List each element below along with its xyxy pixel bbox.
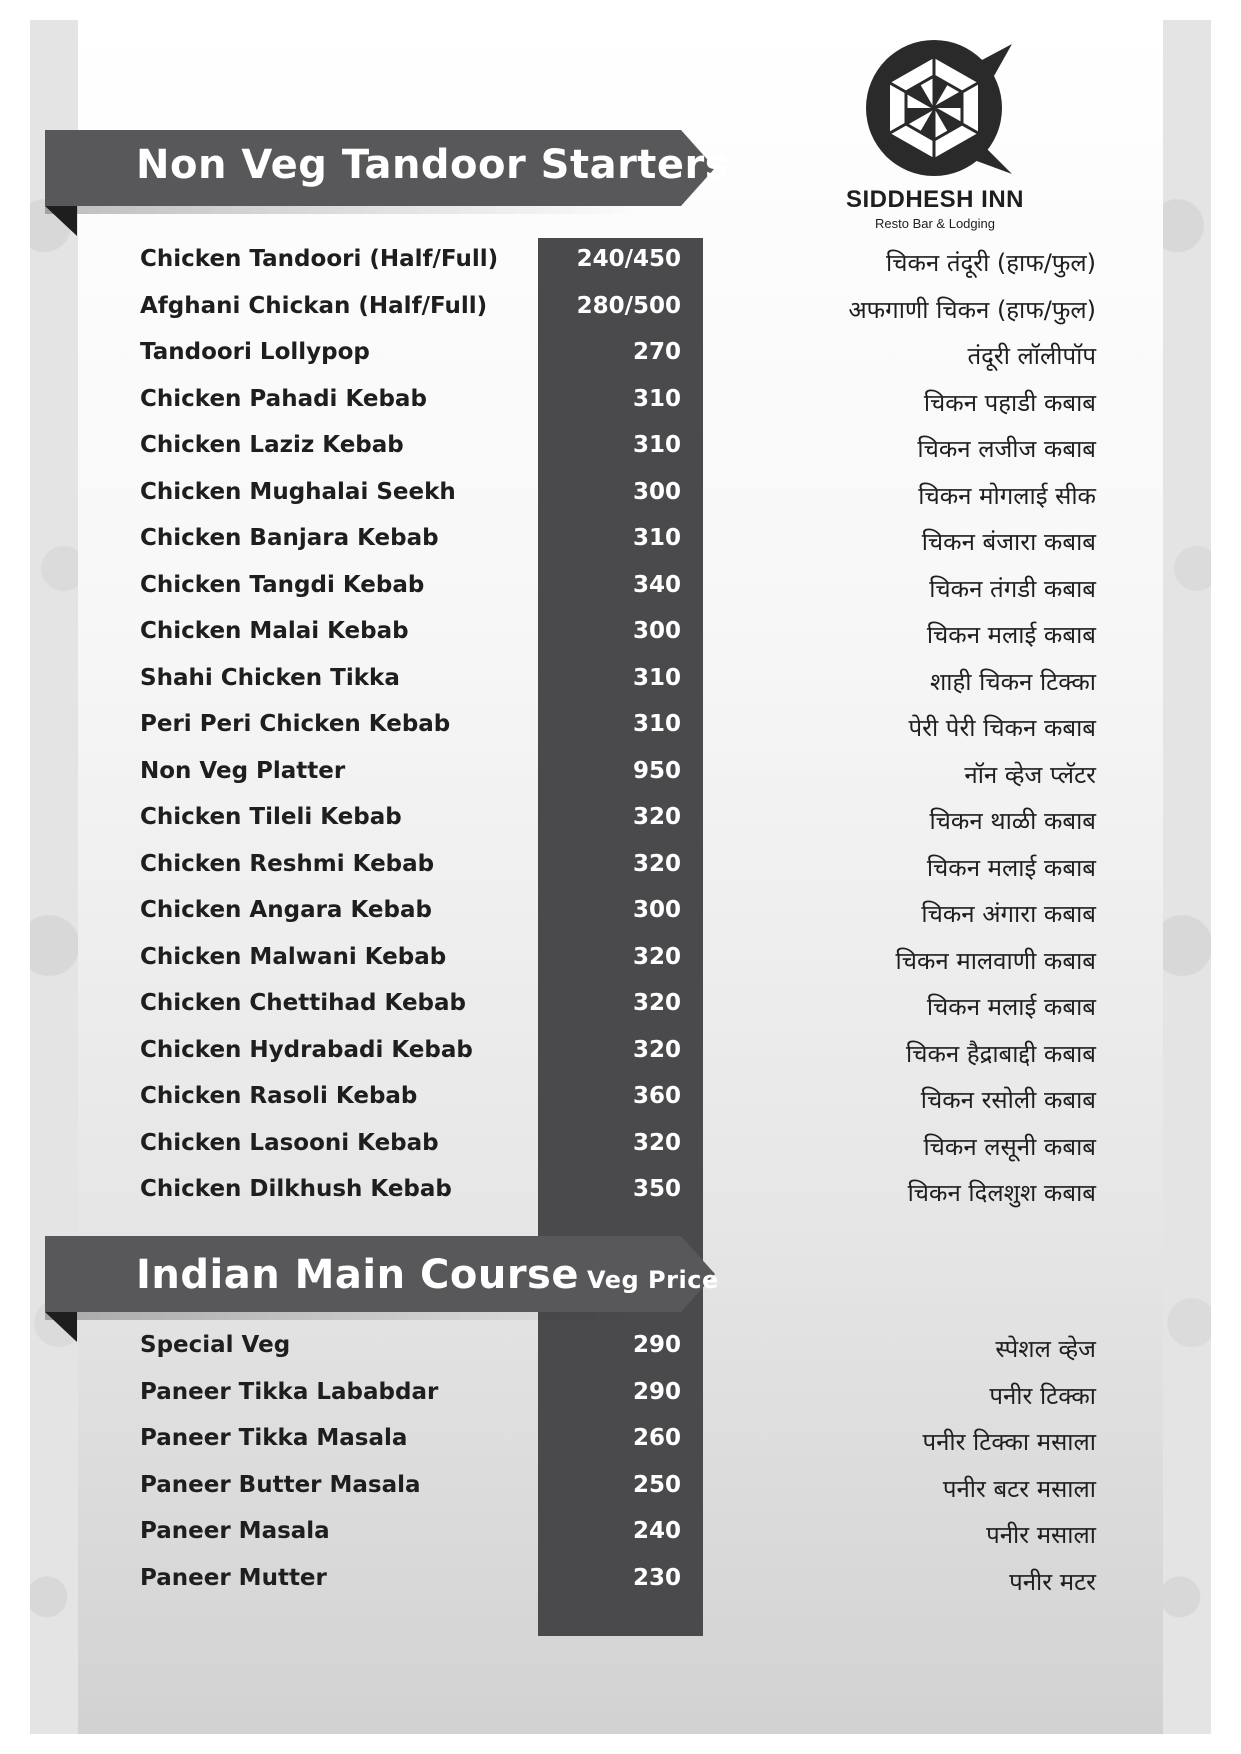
- menu-item-name: Shahi Chicken Tikka: [140, 664, 400, 691]
- menu-item-row: [0, 240, 1241, 280]
- menu-item-price: 950: [632, 757, 681, 784]
- menu-item-local-name: पेरी पेरी चिकन कबाब: [908, 714, 1096, 742]
- menu-item-row: [0, 333, 1241, 373]
- menu-item-price: 310: [632, 664, 681, 691]
- menu-item-name: Chicken Dilkhush Kebab: [140, 1176, 452, 1202]
- menu-item-row: [0, 845, 1241, 885]
- menu-item-name: Non Veg Platter: [140, 757, 346, 784]
- menu-item-price: 360: [632, 1083, 681, 1109]
- menu-item-name: Chicken Banjara Kebab: [140, 525, 439, 551]
- menu-item-row: [0, 1124, 1241, 1164]
- menu-item-row: [0, 659, 1241, 699]
- banner-fold: [45, 206, 77, 236]
- menu-item-name: Chicken Lasooni Kebab: [140, 1129, 439, 1156]
- menu-item-row: [0, 705, 1241, 745]
- menu-item-local-name: पनीर टिक्का: [989, 1381, 1096, 1410]
- menu-item-row: [0, 798, 1241, 838]
- menu-item-price: 240/450: [576, 246, 681, 272]
- menu-item-row: [0, 1559, 1241, 1599]
- menu-item-row: [0, 1373, 1241, 1413]
- menu-item-price: 260: [632, 1425, 681, 1451]
- menu-item-row: [0, 984, 1241, 1024]
- menu-item-local-name: चिकन रसोली कबाब: [920, 1086, 1096, 1114]
- menu-item-price: 290: [632, 1332, 681, 1358]
- menu-item-price: 270: [632, 339, 681, 365]
- brand-tagline: Resto Bar & Lodging: [875, 216, 995, 231]
- section-title-text: Non Veg Tandoor Starters: [136, 142, 730, 188]
- menu-item-row: [0, 380, 1241, 420]
- menu-item-price: 320: [632, 850, 681, 877]
- banner-shadow: [45, 1312, 645, 1320]
- menu-item-local-name: पनीर मटर: [1009, 1567, 1096, 1596]
- menu-item-row: [0, 1170, 1241, 1210]
- menu-item-name: Chicken Angara Kebab: [140, 897, 432, 923]
- menu-item-local-name: अफगाणी चिकन (हाफ/फुल): [848, 295, 1096, 324]
- section-title-text: Indian Main Course: [136, 1252, 579, 1298]
- menu-item-row: [0, 473, 1241, 513]
- menu-item-name: Chicken Pahadi Kebab: [140, 385, 427, 412]
- menu-item-local-name: चिकन मोगलाई सीक: [918, 481, 1096, 510]
- brand-name: SIDDHESH INN: [845, 186, 1025, 213]
- menu-item-local-name: चिकन मलाई कबाब: [926, 993, 1096, 1021]
- menu-item-row: [0, 612, 1241, 652]
- menu-item-price: 280/500: [576, 292, 681, 319]
- menu-item-local-name: चिकन तंदूरी (हाफ/फुल): [886, 249, 1096, 277]
- menu-item-local-name: चिकन बंजारा कबाब: [921, 528, 1096, 556]
- menu-item-local-name: चिकन लसूनी कबाब: [923, 1132, 1096, 1161]
- menu-item-row: [0, 519, 1241, 559]
- menu-item-row: [0, 287, 1241, 327]
- menu-item-price: 310: [632, 711, 681, 737]
- menu-item-local-name: चिकन तंगडी कबाब: [929, 574, 1096, 603]
- menu-item-local-name: शाही चिकन टिक्का: [929, 667, 1096, 696]
- menu-item-row: [0, 1512, 1241, 1552]
- menu-item-local-name: चिकन दिलशुश कबाब: [907, 1179, 1096, 1207]
- menu-item-price: 300: [632, 478, 681, 505]
- menu-item-name: Chicken Chettihad Kebab: [140, 990, 466, 1016]
- menu-item-name: Chicken Reshmi Kebab: [140, 850, 435, 877]
- menu-item-row: [0, 1031, 1241, 1071]
- menu-item-price: 310: [632, 432, 681, 458]
- menu-item-price: 320: [632, 1129, 681, 1156]
- menu-item-price: 300: [632, 897, 681, 923]
- menu-item-price: 300: [632, 618, 681, 644]
- menu-item-local-name: चिकन मलाई कबाब: [926, 621, 1096, 649]
- menu-item-row: [0, 1466, 1241, 1506]
- menu-item-local-name: चिकन अंगारा कबाब: [921, 900, 1096, 928]
- menu-item-row: [0, 891, 1241, 931]
- menu-item-price: 290: [632, 1378, 681, 1405]
- menu-item-name: Afghani Chickan (Half/Full): [140, 292, 488, 319]
- menu-item-local-name: चिकन हैद्राबाद्दी कबाब: [906, 1039, 1096, 1068]
- menu-item-row: [0, 1419, 1241, 1459]
- menu-item-name: Peri Peri Chicken Kebab: [140, 711, 451, 737]
- menu-item-name: Chicken Tandoori (Half/Full): [140, 246, 499, 272]
- menu-item-row: [0, 566, 1241, 606]
- menu-item-row: [0, 1077, 1241, 1117]
- menu-item-price: 320: [632, 1036, 681, 1063]
- menu-item-name: Chicken Hydrabadi Kebab: [140, 1036, 473, 1063]
- menu-item-price: 310: [632, 525, 681, 551]
- menu-item-row: [0, 938, 1241, 978]
- section-title: [136, 1252, 719, 1298]
- section-subtitle: Veg Price: [586, 1266, 719, 1294]
- menu-item-local-name: पनीर बटर मसाला: [942, 1474, 1096, 1503]
- menu-item-price: 310: [632, 385, 681, 412]
- banner-shadow: [45, 206, 645, 214]
- menu-item-name: Special Veg: [140, 1332, 291, 1358]
- menu-item-name: Paneer Tikka Masala: [140, 1425, 408, 1451]
- menu-item-name: Chicken Mughalai Seekh: [140, 478, 456, 505]
- section-title: [136, 142, 729, 188]
- menu-item-price: 350: [632, 1176, 681, 1202]
- menu-item-name: Chicken Tileli Kebab: [140, 804, 402, 830]
- menu-item-local-name: स्पेशल व्हेज: [995, 1335, 1096, 1363]
- menu-item-price: 320: [632, 990, 681, 1016]
- menu-item-row: [0, 752, 1241, 792]
- menu-item-name: Chicken Laziz Kebab: [140, 432, 404, 458]
- menu-item-name: Paneer Mutter: [140, 1564, 327, 1591]
- menu-item-name: Paneer Masala: [140, 1518, 330, 1544]
- menu-item-price: 340: [632, 571, 681, 598]
- menu-item-price: 240: [632, 1518, 681, 1544]
- menu-item-name: Paneer Butter Masala: [140, 1471, 421, 1498]
- menu-item-local-name: चिकन थाळी कबाब: [929, 807, 1096, 835]
- menu-item-price: 230: [632, 1564, 681, 1591]
- menu-item-local-name: चिकन मलाई कबाब: [926, 853, 1096, 882]
- menu-item-price: 320: [632, 943, 681, 970]
- menu-item-local-name: चिकन पहाडी कबाब: [923, 388, 1096, 417]
- menu-item-name: Paneer Tikka Lababdar: [140, 1378, 439, 1405]
- menu-item-local-name: पनीर मसाला: [986, 1521, 1096, 1549]
- menu-item-name: Chicken Tangdi Kebab: [140, 571, 425, 598]
- menu-item-row: [0, 426, 1241, 466]
- menu-item-local-name: चिकन लजीज कबाब: [917, 435, 1096, 463]
- menu-item-name: Chicken Malwani Kebab: [140, 943, 447, 970]
- menu-item-price: 250: [632, 1471, 681, 1498]
- siddhesh-inn-logo: [862, 36, 1012, 186]
- menu-item-local-name: पनीर टिक्का मसाला: [922, 1428, 1096, 1456]
- menu-item-local-name: चिकन मालवाणी कबाब: [895, 946, 1096, 975]
- menu-item-name: Chicken Malai Kebab: [140, 618, 409, 644]
- menu-item-price: 320: [632, 804, 681, 830]
- menu-item-local-name: नॉन व्हेज प्लॅटर: [964, 760, 1096, 789]
- menu-item-row: [0, 1326, 1241, 1366]
- menu-item-name: Tandoori Lollypop: [140, 339, 370, 365]
- menu-item-local-name: तंदूरी लॉलीपॉप: [967, 342, 1096, 370]
- menu-item-name: Chicken Rasoli Kebab: [140, 1083, 418, 1109]
